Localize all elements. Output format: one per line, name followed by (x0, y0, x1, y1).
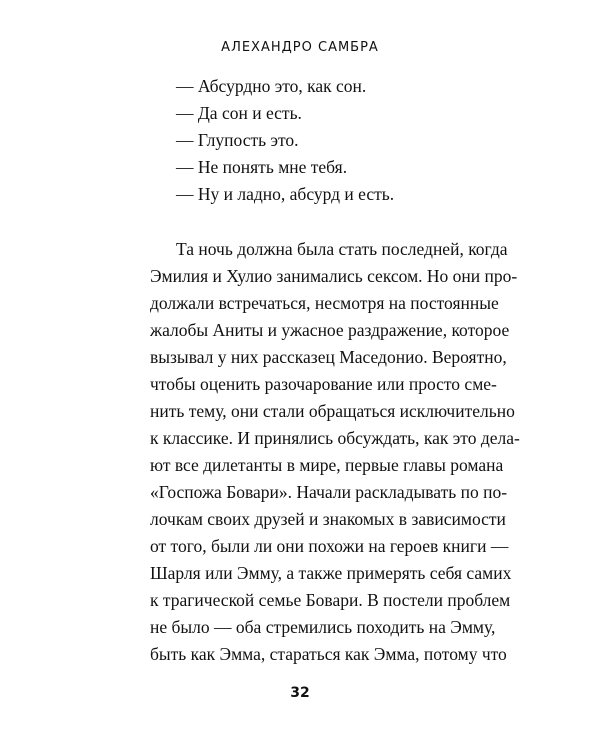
dialogue-block (150, 73, 468, 208)
paragraph-line: вызывал у них рассказец Маседонио. Вероятно, (150, 347, 507, 367)
dialogue-line: — Абсурдно это, как сон. (176, 76, 367, 96)
paragraph-line: к классике. И принялись обсуждать, как это дела- (150, 428, 520, 448)
paragraph-line: Шарля или Эмму, а также примерять себя самих (150, 563, 512, 583)
paragraph-line: не было — оба стремились походить на Эмму, (150, 617, 496, 637)
paragraph-line: Та ночь должна была стать последней, когда (176, 239, 508, 259)
paragraph-line: нить тему, они стали обращаться исключительно (150, 401, 515, 421)
body-paragraph (150, 236, 520, 668)
running-head: АЛЕХАНДРО САМБРА (221, 40, 379, 55)
dialogue-line: — Ну и ладно, абсурд и есть. (176, 184, 395, 204)
paragraph-line: ют все дилетанты в мире, первые главы романа (150, 455, 504, 475)
paragraph-line: от того, были ли они похожи на героев книги — (150, 536, 509, 556)
dialogue-line: — Не понять мне тебя. (176, 157, 348, 177)
paragraph-line: к трагической семье Бовари. В постели проблем (150, 590, 511, 610)
paragraph-line: жалобы Аниты и ужасное раздражение, которое (150, 320, 510, 340)
dialogue-line: — Глупость это. (176, 130, 299, 150)
paragraph-line: должали встречаться, несмотря на постоянные (150, 293, 499, 313)
section-gap (150, 208, 468, 236)
page-number: 32 (290, 685, 310, 701)
dialogue-line: — Да сон и есть. (176, 103, 302, 123)
paragraph-line: Эмилия и Хулио занимались сексом. Но они про- (150, 266, 518, 286)
paragraph-line: быть как Эмма, стараться как Эмма, потому что (150, 644, 507, 664)
paragraph-line: лочкам своих друзей и знакомых в зависимости (150, 509, 506, 529)
paragraph-line: чтобы оценить разочарование или просто сме- (150, 374, 497, 394)
text-block (150, 73, 520, 668)
paragraph-line: «Госпожа Бовари». Начали раскладывать по по- (150, 482, 508, 502)
